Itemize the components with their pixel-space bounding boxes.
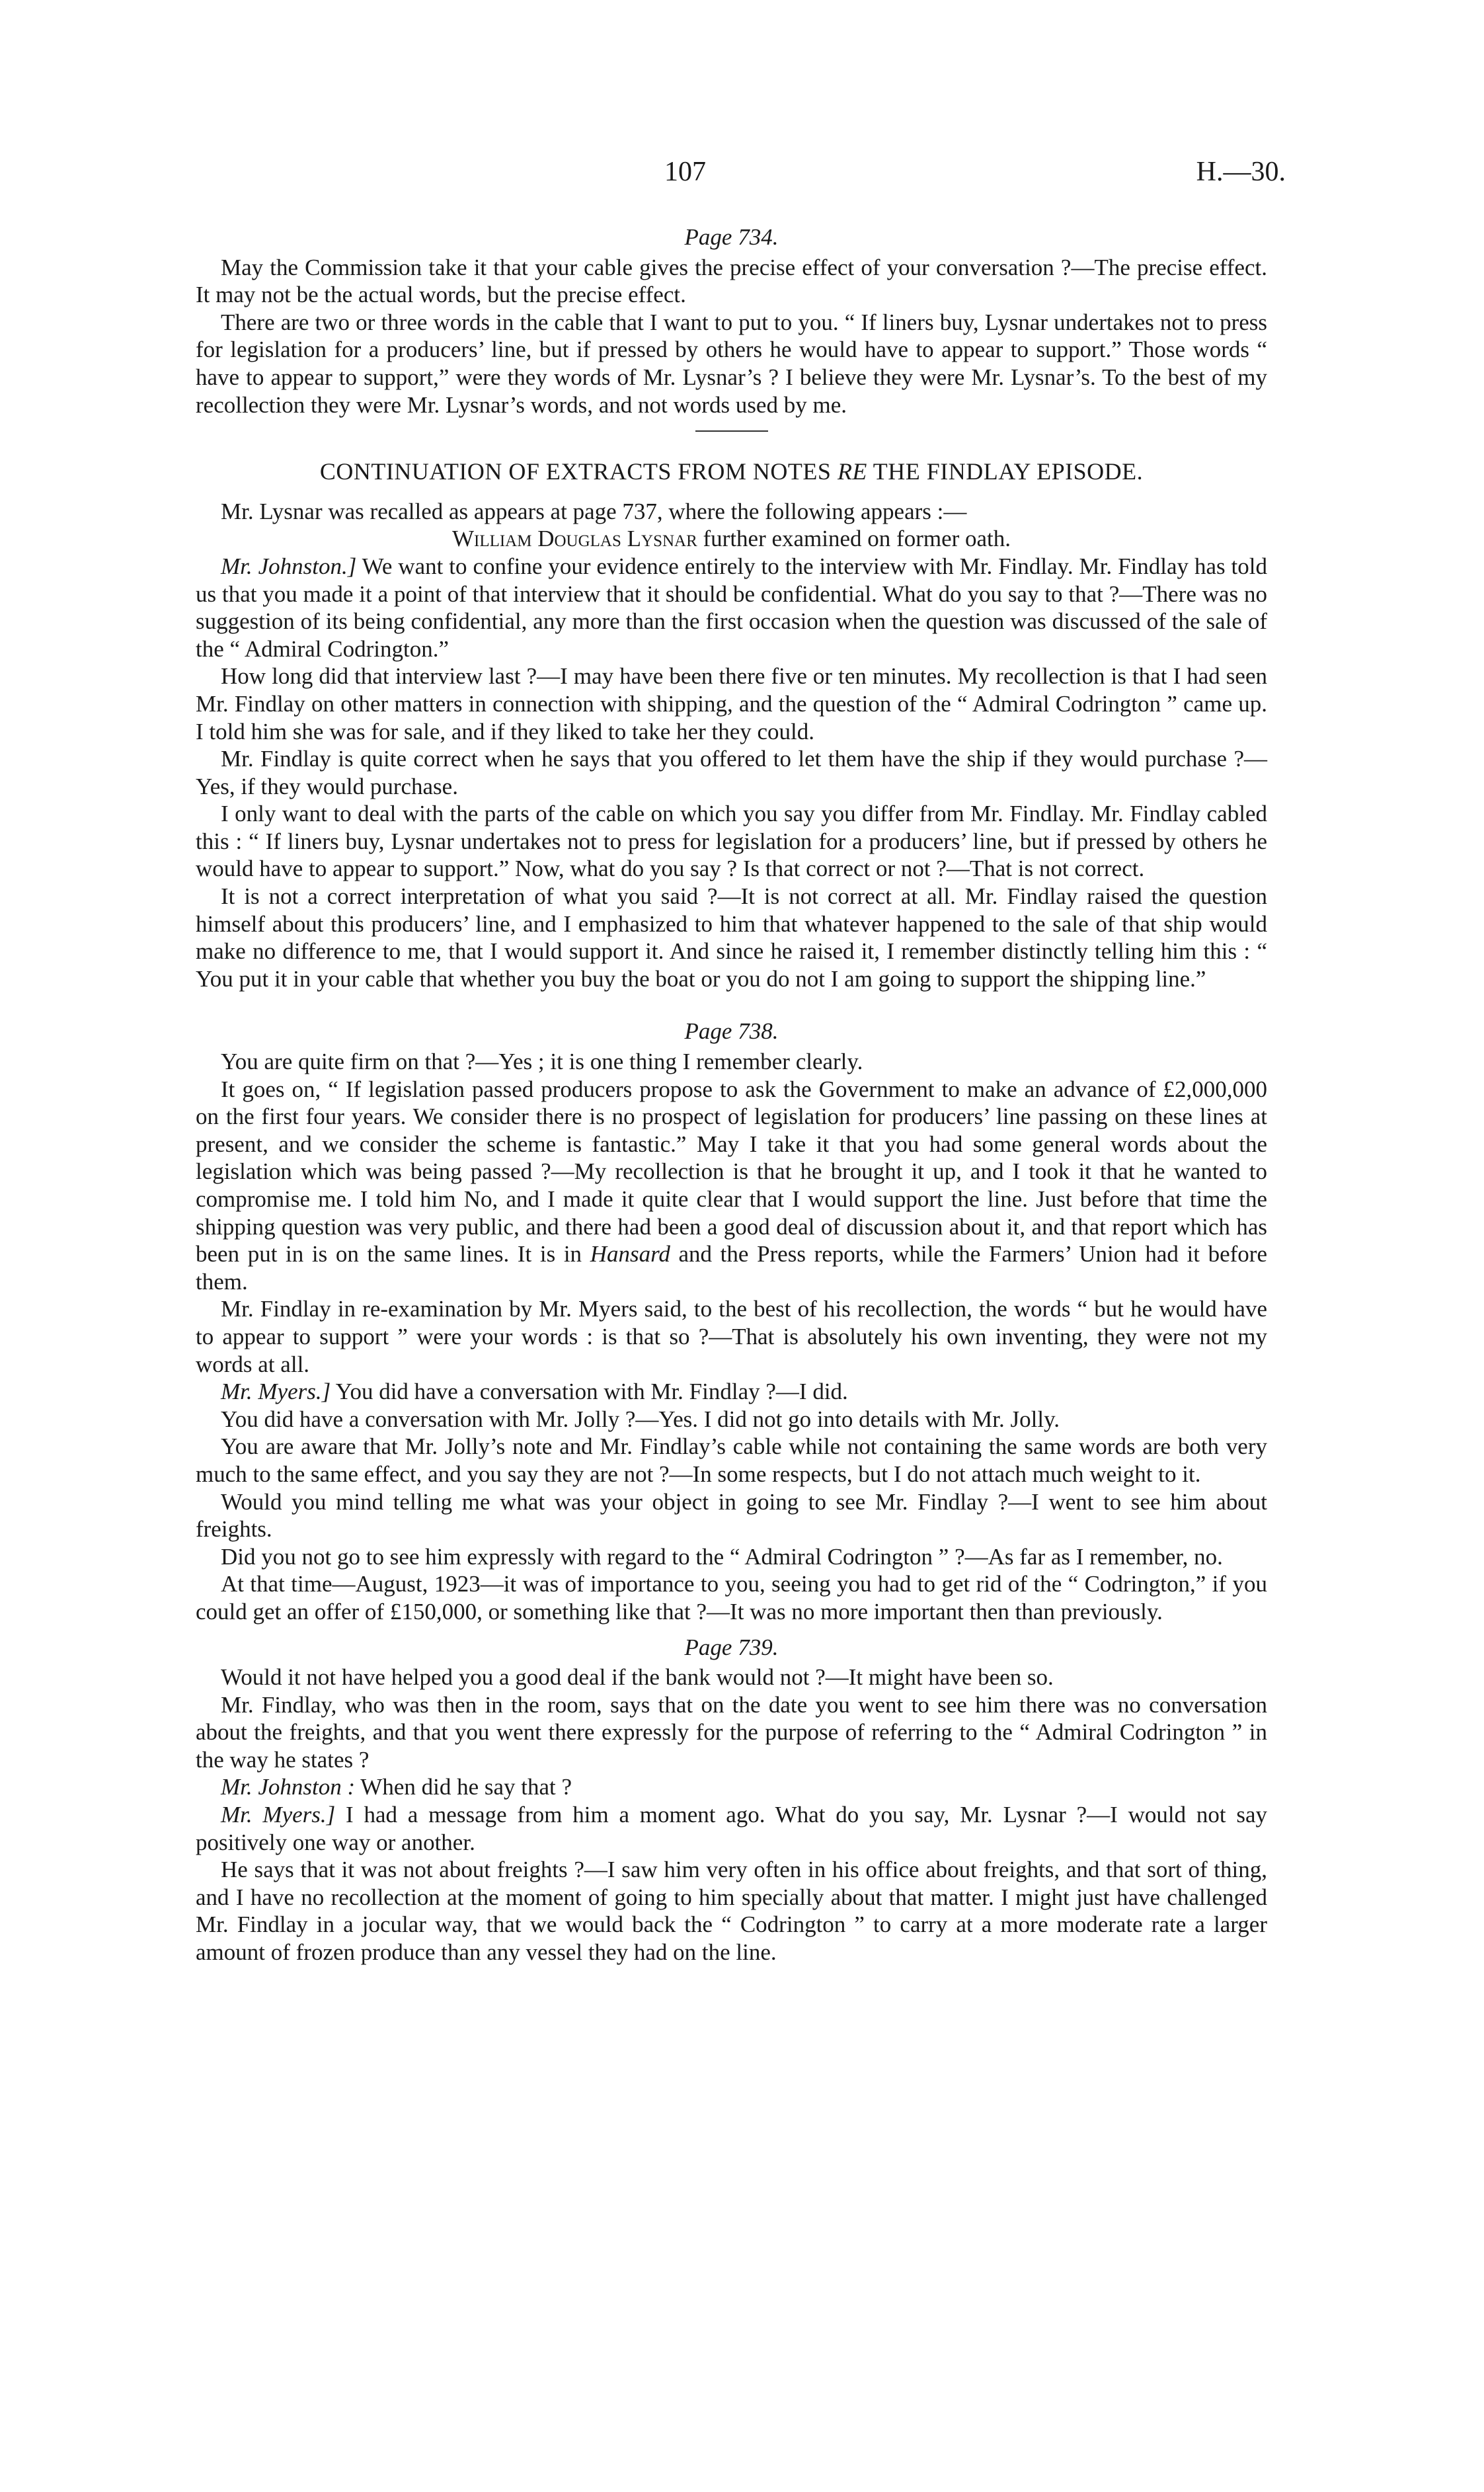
speaker-label: Mr. Myers.] xyxy=(221,1802,336,1828)
paragraph-text-tail: and the Press reports, while the Farmers’ Union had it before them. xyxy=(196,1241,1268,1295)
paragraph: How long did that interview last ?—I may have been there five or ten minutes. My recollection is that I had seen Mr. Findlay on other matters in connection with shipping, and the question of the “ Admiral Codrington ” came up. I told him she was for sale, and if they liked to take her they could. xyxy=(196,663,1267,744)
paragraph: Did you not go to see him expressly with regard to the “ Admiral Codrington ” ?—As far as I remember, no. xyxy=(221,1543,1223,1570)
paragraph xyxy=(196,1076,1267,1296)
document-reference: H.—30. xyxy=(1196,157,1286,187)
speaker-label: Mr. Myers.] xyxy=(221,1379,331,1405)
section-heading-post: THE FINDLAY EPISODE. xyxy=(867,458,1144,485)
paragraph: I only want to deal with the parts of the cable on which you say you differ from Mr. Findlay. Mr. Findlay cabled this : “ If liners buy, Lysnar undertakes not to press for legislation for a producers’ line, but if pressed by others he would have to appear to support.” Now, what do you say ? Is that correct or not ?—That is not correct. xyxy=(196,801,1267,882)
paragraph: Would it not have helped you a good deal if the bank would not ?—It might have been so. xyxy=(221,1664,1054,1691)
section-heading-pre: CONTINUATION OF EXTRACTS FROM NOTES xyxy=(319,458,838,485)
section-heading-emphasis: RE xyxy=(837,458,867,485)
paragraph: You are quite firm on that ?—Yes ; it is one thing I remember clearly. xyxy=(221,1049,863,1075)
paragraph xyxy=(196,553,1267,663)
paragraph: Mr. Findlay, who was then in the room, says that on the date you went to see him there was no conversation about the freights, and that you went there expressly for the purpose of referring to the “ Admiral Codrington ” in the way he states ? xyxy=(196,1691,1267,1773)
paragraph xyxy=(196,1801,1267,1856)
paragraph: May the Commission take it that your cable gives the precise effect of your conversation ?—The precise effect. It may not be the actual words, but the precise effect. xyxy=(196,254,1267,308)
paragraph: He says that it was not about freights ?—I saw him very often in his office about freights, and that sort of thing, and I have no recollection at the moment of going to him specially about that matter. I might just have challenged Mr. Findlay in a jocular way, that we would back the “ Codrington ” to carry at a more moderate rate a larger amount of frozen produce than any vessel they had on the line. xyxy=(196,1857,1267,1966)
paragraph xyxy=(196,1773,1267,1801)
page-reference-734: Page 734. xyxy=(684,224,779,250)
paragraph: At that time—August, 1923—it was of importance to you, seeing you had to get rid of the “ Codrington,” if you could get an offer of £150,000, or something like that ?—It was no more important then than previously. xyxy=(196,1571,1267,1625)
section-heading xyxy=(196,458,1267,486)
paragraph-text: It goes on, “ If legislation passed producers propose to ask the Government to make an advance of £2,000,000 on the first four years. We consider there is no prospect of legislation for producers’ line passing on these lines at present, and we consider the scheme is fantastic.” May I take it that you had some general words about the legislation which was being passed ?—My recollection is that he brought it up, and I took it that he wanted to compromise me. I told him No, and I made it quite clear that I would support the line. Just before that time the shipping question was very public, and there had been a good deal of discussion about it, and that report which has been put in is on the same lines. It is in xyxy=(196,1076,1267,1267)
speaker-label: Mr. Johnston.] xyxy=(221,553,357,579)
paragraph: Would you mind telling me what was your object in going to see Mr. Findlay ?—I went to see him about freights. xyxy=(196,1488,1267,1543)
page-reference-739: Page 739. xyxy=(684,1634,779,1660)
intro-paragraph: Mr. Lysnar was recalled as appears at page 737, where the following appears :— xyxy=(221,498,967,524)
witness-name: William Douglas Lysnar xyxy=(451,526,697,552)
witness-line-rest: further examined on former oath. xyxy=(697,526,1011,552)
witness-line xyxy=(196,525,1267,553)
paragraph: Mr. Findlay in re-examination by Mr. Myers said, to the best of his recollection, the words “ but he would have to appear to support ” were your words : is that so ?—That is absolutely his own inventing, they were not my words at all. xyxy=(196,1296,1267,1377)
section-divider xyxy=(695,430,768,432)
paragraph: You did have a conversation with Mr. Jolly ?—Yes. I did not go into details with Mr. Jolly. xyxy=(221,1406,1060,1432)
paragraph: There are two or three words in the cable that I want to put to you. “ If liners buy, Lysnar undertakes not to press for legislation for a producers’ line, but if pressed by others he would have to appear to support.” Those words “ have to appear to support,” were they words of Mr. Lysnar’s ? I believe they were Mr. Lysnar’s. To the best of my recollection they were Mr. Lysnar’s words, and not words used by me. xyxy=(196,309,1267,418)
paragraph: Mr. Findlay is quite correct when he says that you offered to let them have the ship if they would purchase ?—Yes, if they would purchase. xyxy=(196,746,1267,799)
page-reference-738: Page 738. xyxy=(684,1018,779,1045)
paragraph: It is not a correct interpretation of what you said ?—It is not correct at all. Mr. Findlay raised the question himself about this producers’ line, and I emphasized to him that whatever happened to the sale of that ship would make no difference to me, that I would support it. And since he raised it, I remember distinctly telling him this : “ You put it in your cable that whether you buy the boat or you do not I am going to support the shipping line.” xyxy=(196,883,1267,992)
paragraph-text: We want to confine your evidence entirely to the interview with Mr. Findlay. Mr. Findlay has told us that you made it a point of that interview that it should be confidential. What do you say to that ?—There was no suggestion of its being confidential, any more than the first occasion when the question was discussed of the sale of the “ Admiral Codrington.” xyxy=(196,553,1267,662)
paragraph xyxy=(196,1378,1267,1406)
page-header xyxy=(0,159,1484,198)
paragraph-text: I had a message from him a moment ago. What do you say, Mr. Lysnar ?—I would not say positively one way or another. xyxy=(196,1802,1267,1855)
paragraph-text: When did he say that ? xyxy=(355,1774,572,1800)
speaker-label: Mr. Johnston : xyxy=(221,1774,356,1800)
page-body xyxy=(196,223,1267,1966)
paragraph: You are aware that Mr. Jolly’s note and Mr. Findlay’s cable while not containing the same words are both very much to the same effect, and you say they are not ?—In some respects, but I do not attach much weight to it. xyxy=(196,1433,1267,1487)
paragraph-text: You did have a conversation with Mr. Findlay ?—I did. xyxy=(331,1379,848,1405)
page-number: 107 xyxy=(664,157,706,187)
emphasis-hansard: Hansard xyxy=(590,1241,670,1267)
